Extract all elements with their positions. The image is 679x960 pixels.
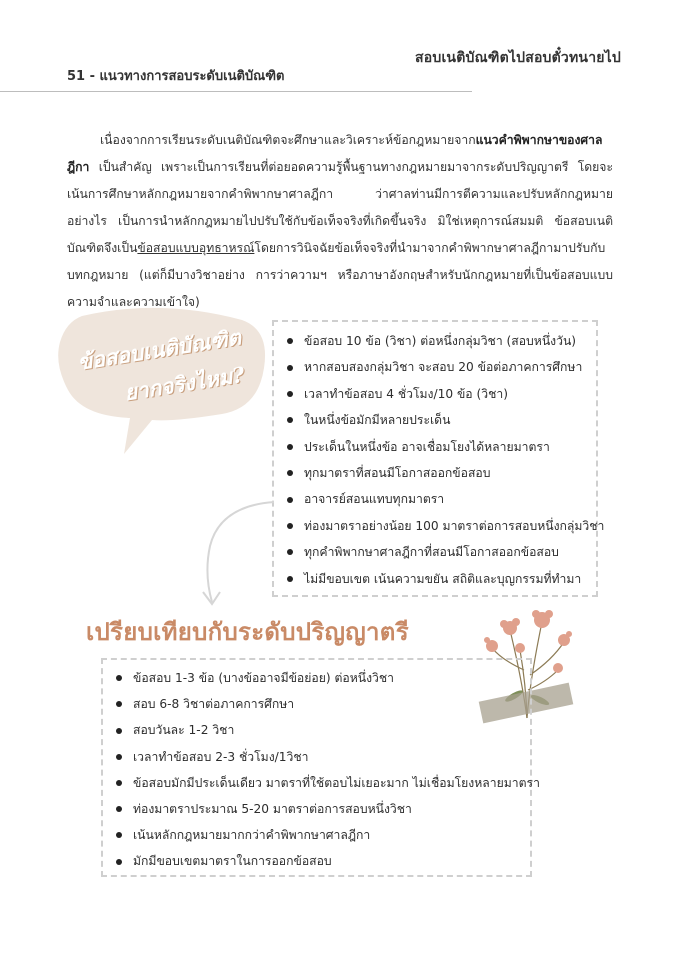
bachelor-exam-box	[101, 658, 540, 877]
list-item: มักมีขอบเขตมาตราในการออกข้อสอบ	[115, 848, 524, 874]
barrister-points-list	[286, 328, 605, 592]
list-item: ข้อสอบ 1-3 ข้อ (บางข้ออาจมีข้อย่อย) ต่อหนึ่งวิชา	[115, 665, 524, 691]
comparison-heading: เปรียบเทียบกับระดับปริญญาตรี	[86, 617, 409, 646]
bubble-line-1: ข้อสอบเนติบัณฑิต	[75, 324, 243, 375]
list-item: ท่องมาตราประมาณ 5-20 มาตราต่อการสอบหนึ่งวิชา	[115, 796, 524, 822]
list-item: ทุกมาตราที่สอนมีโอกาสออกข้อสอบ	[286, 460, 590, 486]
intro-bold-phrase: แนวคำพิพากษาของศาลฎีกา	[67, 133, 603, 174]
list-item: สอบ 6-8 วิชาต่อภาคการศึกษา	[115, 691, 524, 717]
intro-text-1: เนื่องจากการเรียนระดับเนติบัณฑิตจะศึกษาและวิเคราะห์ข้อกฎหมายจาก	[100, 133, 476, 147]
list-item: ข้อสอบ 10 ข้อ (วิชา) ต่อหนึ่งกลุ่มวิชา (สอบหนึ่งวัน)	[286, 328, 590, 354]
list-item: ประเด็นในหนึ่งข้อ อาจเชื่อมโยงได้หลายมาตรา	[286, 434, 590, 460]
list-item: ไม่มีขอบเขต เน้นความขยัน สถิติและบุญกรรมที่ทำมา	[286, 566, 590, 592]
list-item: หากสอบสองกลุ่มวิชา จะสอบ 20 ข้อต่อภาคการศึกษา	[286, 354, 590, 380]
list-item: ข้อสอบมักมีประเด็นเดียว มาตราที่ใช้ตอบไม่เยอะมาก ไม่เชื่อมโยงหลายมาตรา	[115, 770, 524, 796]
intro-text-2: เป็นสำคัญ เพราะเป็นการเรียนที่ต่อยอดความรู้พื้นฐานทางกฎหมายมาจากระดับปริญญาตรี โดยจะเน้นการศึกษาหลักกฎหมายจากคำพิพากษาศาลฎีกา ว่าศาลท่านมีการตีความและปรับหลักกฎหมายอย่างไร เป็นการนำหลักกฎหมายไปปรับใช้กับข้อเท็จจริงที่เกิดขึ้นจริง มิใช่เหตุการณ์สมมติ ข้อสอบเนติบัณฑิตจึงเป็น	[67, 160, 613, 255]
intro-paragraph	[67, 127, 613, 316]
speech-bubble	[52, 302, 270, 460]
intro-underlined-phrase: ข้อสอบแบบอุทธาหรณ์	[137, 241, 255, 255]
running-header-title: สอบเนติบัณฑิตไปสอบตั๋วทนายไป	[415, 50, 621, 66]
list-item: ในหนึ่งข้อมักมีหลายประเด็น	[286, 407, 590, 433]
page-number-chapter-title: 51 - แนวทางการสอบระดับเนติบัณฑิต	[67, 69, 285, 84]
list-item: เวลาทำข้อสอบ 2-3 ชั่วโมง/1วิชา	[115, 744, 524, 770]
list-item: สอบวันละ 1-2 วิชา	[115, 717, 524, 743]
list-item: ท่องมาตราอย่างน้อย 100 มาตราต่อการสอบหนึ่งกลุ่มวิชา	[286, 513, 590, 539]
barrister-exam-box	[272, 320, 605, 597]
curved-arrow-icon	[190, 496, 280, 612]
list-item: อาจารย์สอนแทบทุกมาตรา	[286, 486, 590, 512]
header-divider	[0, 91, 472, 92]
list-item: เน้นหลักกฎหมายมากกว่าคำพิพากษาศาลฎีกา	[115, 822, 524, 848]
intro-text-3: โดยการวินิจฉัยข้อเท็จจริงที่นำมาจากคำพิพากษาศาลฎีกามาปรับกับบทกฎหมาย (แต่ก็มีบางวิชาอย่าง การว่าความฯ หรือภาษาอังกฤษสำหรับนักกฎหมายที่เป็นข้อสอบแบบความจำและความเข้าใจ)	[67, 241, 613, 309]
bubble-line-2: ยากจริงไหม?	[122, 361, 247, 406]
list-item: เวลาทำข้อสอบ 4 ชั่วโมง/10 ข้อ (วิชา)	[286, 381, 590, 407]
list-item: ทุกคำพิพากษาศาลฎีกาที่สอนมีโอกาสออกข้อสอบ	[286, 539, 590, 565]
bachelor-points-list	[115, 665, 540, 875]
